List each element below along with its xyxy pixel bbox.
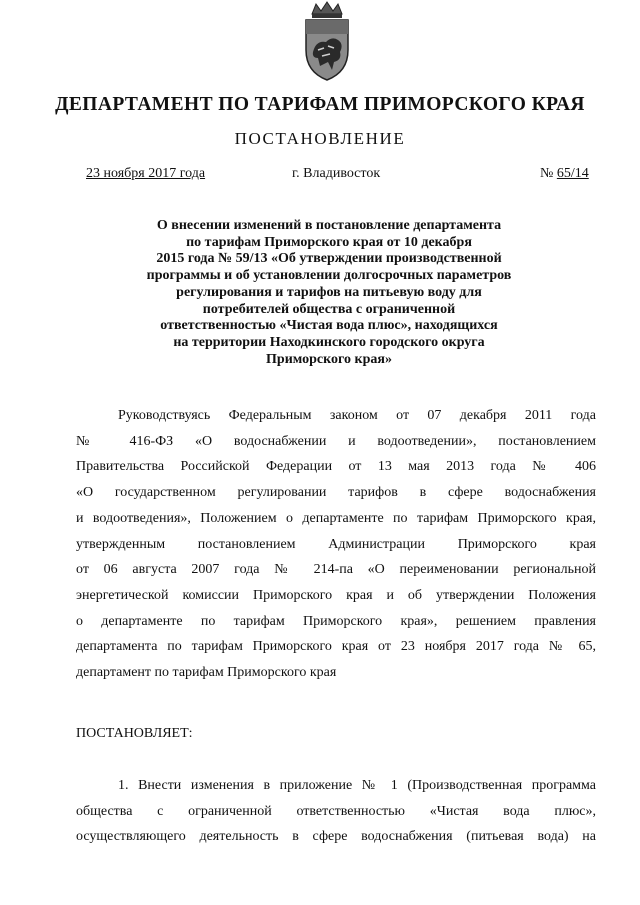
preamble-line: Руководствуясь Федеральным законом от 07 декабря 2011 года (118, 408, 596, 423)
coat-of-arms-icon (298, 0, 356, 82)
subject-line: регулирования и тарифов на питьевую воду для (176, 284, 482, 300)
preamble-line: от 06 августа 2007 года № 214-па «О переименовании региональной (76, 562, 596, 578)
number-value: 65/14 (556, 166, 589, 181)
preamble-line: № 416-ФЗ «О водоснабжении и водоотведении», постановлением (76, 433, 596, 449)
subject-line: О внесении изменений в постановление департамента (156, 218, 502, 233)
preamble-line: о департаменте по тарифам Приморского края», решением правления (76, 613, 596, 629)
document-type: ПОСТАНОВЛЕНИЕ (234, 129, 406, 148)
document-date: 23 ноября 2017 года (86, 166, 206, 181)
number-prefix: № (540, 166, 554, 181)
preamble-line: утвержденным постановлением Администрации Приморского края (76, 536, 596, 552)
document-city: г. Владивосток (292, 166, 381, 181)
subject-line: Приморского края» (266, 351, 392, 367)
subject-line: программы и об установлении долгосрочных параметров (146, 268, 512, 284)
subject-line: по тарифам Приморского края от 10 декабря (186, 234, 472, 250)
preamble-paragraph (76, 403, 596, 686)
document-subject (120, 218, 538, 368)
resolves-heading: ПОСТАНОВЛЯЕТ: (76, 726, 193, 741)
item-line: общества с ограниченной ответственностью «Чистая вода плюс», (76, 803, 596, 819)
preamble-line: и водоотведения», Положением о департаменте по тарифам Приморского края, (76, 510, 596, 526)
subject-line: ответственностью «Чистая вода плюс», находящихся (160, 318, 498, 334)
preamble-line: департамента по тарифам Приморского края от 23 ноября 2017 года № 65, (76, 639, 596, 655)
subject-line: на территории Находкинского городского округа (173, 334, 485, 350)
item-line: 1. Внести изменения в приложение № 1 (Производственная программа (118, 778, 596, 793)
resolution-item-1 (76, 773, 596, 850)
item-line: осуществляющего деятельность в сфере водоснабжения (питьевая вода) на (76, 829, 596, 845)
document-number (540, 166, 589, 182)
subject-line: потребителей общества с ограниченной (202, 301, 456, 317)
preamble-line: Правительства Российской Федерации от 13 мая 2013 года № 406 (76, 459, 596, 475)
preamble-line: энергетической комиссии Приморского края и об утверждении Положения (76, 587, 596, 603)
preamble-line: «О государственном регулировании тарифов в сфере водоснабжения (76, 485, 596, 501)
subject-line: 2015 года № 59/13 «Об утверждении производственной (156, 251, 502, 267)
department-title: ДЕПАРТАМЕНТ ПО ТАРИФАМ ПРИМОРСКОГО КРАЯ (55, 94, 585, 115)
preamble-line: департамент по тарифам Приморского края (76, 665, 337, 681)
